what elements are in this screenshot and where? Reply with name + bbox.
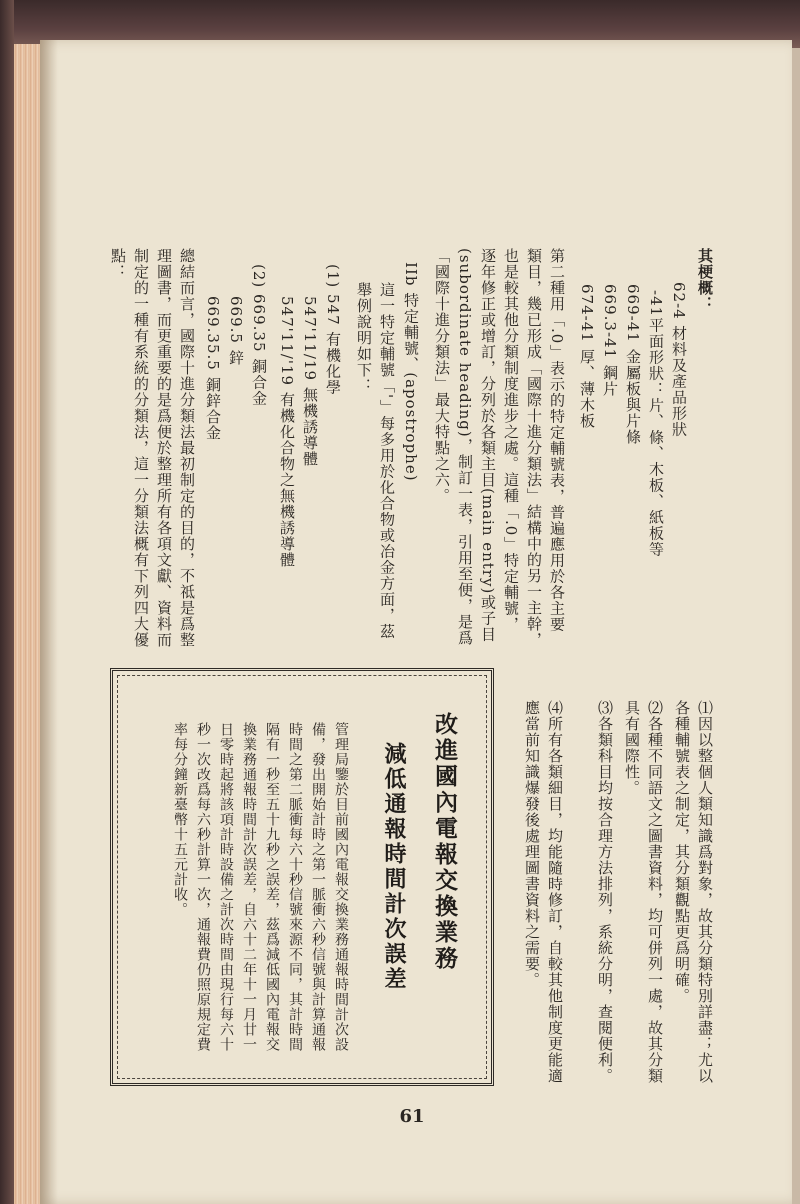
example-a-3: 669-41 金屬板與片條 [624, 284, 642, 445]
book-spine [0, 0, 14, 1204]
page-gutter-shadow [40, 40, 58, 1204]
merit-1: ⑴因以整個人類知識爲對象，故其分類特別詳盡；尤以各種輔號表之制定，其分類觀點更爲明確。 [673, 700, 714, 1084]
notice-title-2: 減低通報時間計次誤差 [381, 742, 406, 992]
example-a-1: 62-4 材料及產品形狀 [670, 282, 688, 438]
merit-3: ⑶各類科目均按合理方法排列，系統分明，查閱便利。 [596, 700, 614, 1084]
section-heading-iib: IIb 特定輔號、(apostrophe) [402, 262, 420, 482]
example-b1-3: 547'11/'19 有機化合物之無機誘導體 [278, 296, 296, 568]
example-b2-2: 669.5 鋅 [227, 296, 245, 366]
example-a-2: -41平面形狀：片、條、木板、紙板等 [647, 290, 665, 558]
paragraph-special-auxiliary: 第二種用「.0」表示的特定輔號表，普遍應用於各主要類目，幾已形成「國際十進分類法」結構中的另一主幹，也是較其他分類制度進步之處。這種「.0」特定輔號，逐年修正或增訂，分列於各類主目(main entry)或子目(subordinate heading)，制訂一表，引用至便，是爲「國際十進分類法」最大特點之六。 [433, 248, 566, 648]
summary-paragraph: 總結而言，國際十進分類法最初制定的目的，不祗是爲整理圖書，而更重要的是爲便於整理所有各項文獻、資料而制定的一種有系統的分類法，這一分類法概有下列四大優點： [109, 248, 196, 648]
example-a-4: 669.3-41 鋼片 [601, 284, 619, 397]
example-a-5: 674-41 厚、薄木板 [578, 284, 596, 429]
intro-line: 其梗概： [696, 248, 714, 312]
notice-title-1: 改進國內電報交換業務 [431, 712, 457, 972]
example-b1-1: (1) 547 有機化學 [324, 264, 342, 396]
merit-2: ⑵各種不同語文之圖書資料，均可併列一處，故其分類具有國際性。 [623, 700, 664, 1084]
example-b1-2: 547'11/19 無機誘導體 [301, 296, 319, 467]
example-b2-1: (2) 669.35 銅合金 [250, 264, 268, 407]
notice-body: 管理局鑒於目前國內電報交換業務通報時間計次設備，發出開始計時之第一脈衝六秒信號與計算通報時間之第二脈衝每六十秒信號來源不同，其計時間隔有一秒至五十九秒之誤差，茲爲減低國內電報交換業務通報時間計次誤差，自六十二年十一月廿一日零時起將該項計時設備之計次時間由現行每六十秒一次改爲每六秒計算一次，通報費仍照原規定費率每分鐘新臺幣十五元計收。 [172, 722, 349, 1052]
merit-4: ⑷所有各類細目，均能隨時修訂，自較其他制度更能適應當前知識爆發後處理圖書資料之需要。 [523, 700, 564, 1084]
page-number: 61 [399, 1106, 425, 1127]
example-b2-3: 669.35.5 銅鋅合金 [204, 296, 222, 441]
paragraph-iib: 這一特定輔號「'」每多用於化合物或冶金方面，茲舉例說明如下： [355, 282, 396, 640]
